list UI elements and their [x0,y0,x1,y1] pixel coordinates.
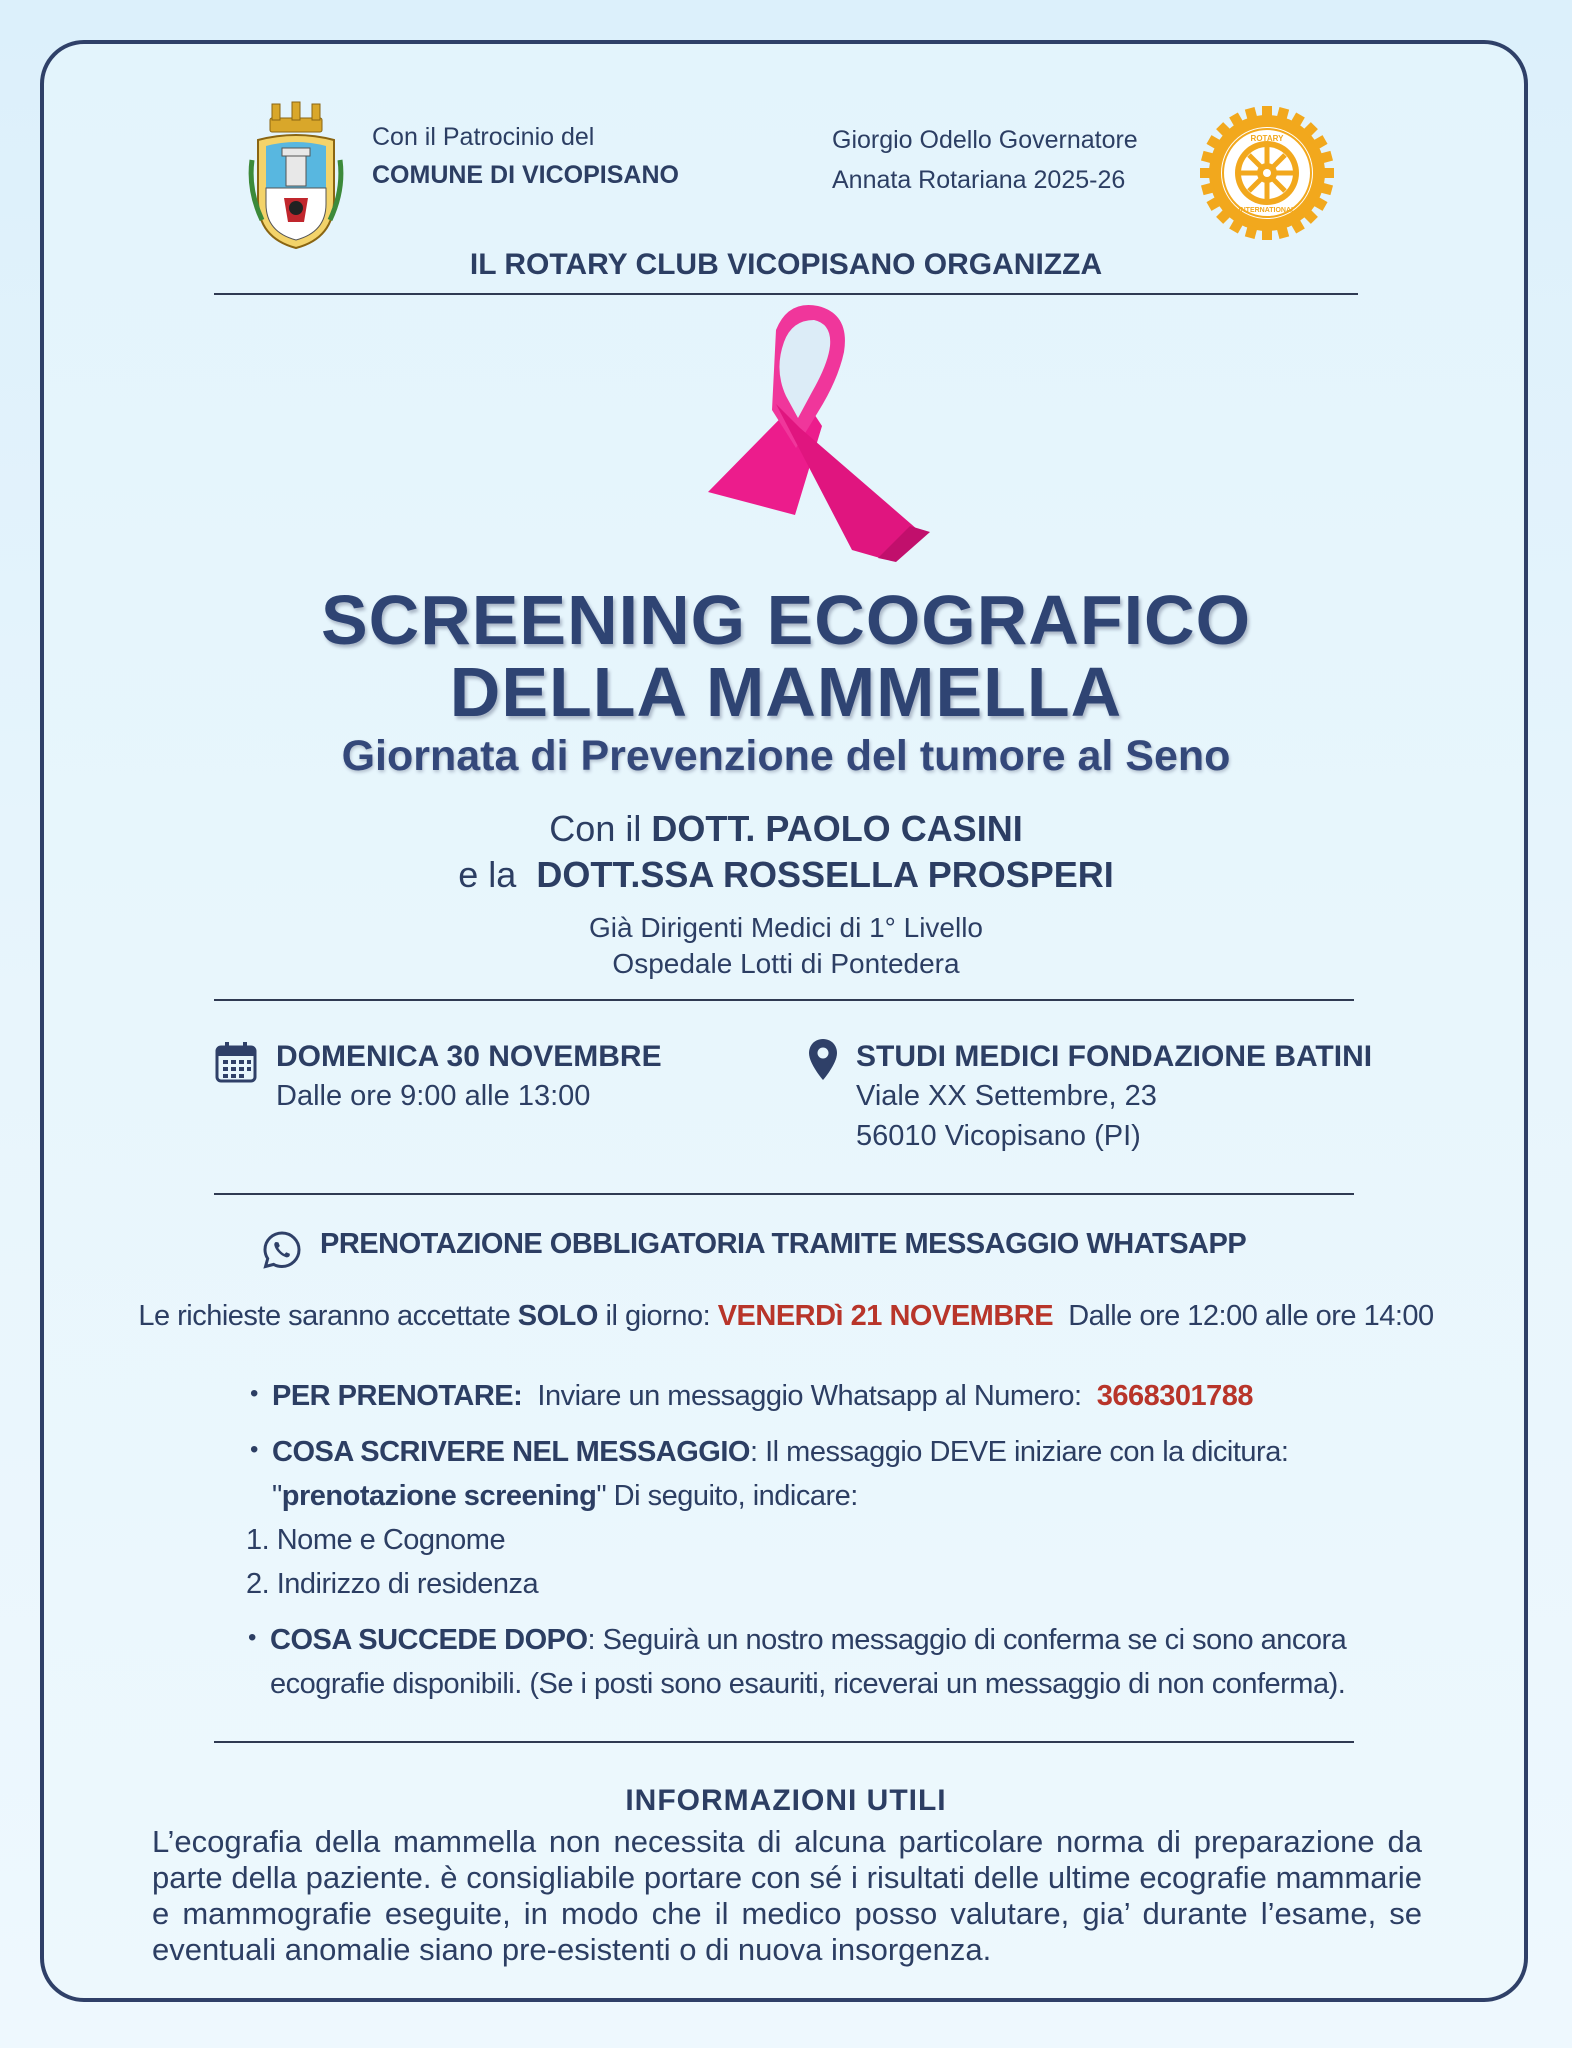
accept-date: VENERDì 21 NOVEMBRE [717,1300,1054,1332]
role-line1: Già Dirigenti Medici di 1° Livello [588,912,984,943]
whatsapp-icon [262,1230,302,1270]
location-pin-icon [808,1038,838,1082]
item1-text: Inviare un messaggio Whatsapp al Numero: [537,1380,1082,1412]
governor-block [832,120,1138,200]
item3-text1: : Seguirà un nostro messaggio di conferma se ci sono ancora [587,1624,1347,1656]
event-address-1: Viale XX Settembre, 23 [856,1080,1157,1112]
whatsapp-number[interactable]: 3668301788 [1096,1380,1253,1412]
item2-quote: prenotazione screening [281,1480,597,1512]
list-item-prenotare: • PER PRENOTARE: Inviare un messaggio Whatsapp al Numero: 3668301788 [250,1380,1253,1412]
title-line1: SCREENING ECOGRAFICO [320,581,1252,659]
coat-of-arms-icon [248,100,344,254]
list-item-cosa-scrivere-cont [272,1480,858,1513]
event-date: DOMENICA 30 NOVEMBRE [276,1040,662,1073]
subtitle: Giornata di Prevenzione del tumore al Seno [341,732,1231,780]
date-block [276,1040,662,1116]
rotary-logo-icon [1198,104,1336,242]
divider-2 [214,999,1354,1001]
rotary-gear-tooth [1262,106,1272,118]
doctor-1-line [0,808,1572,850]
patrocinio-block [372,118,679,194]
accept-line [0,1300,1572,1333]
doctors-role [0,910,1572,982]
rotary-text-top: ROTARY [1250,134,1284,143]
rotary-text-bottom: INTERNATIONAL [1238,207,1296,214]
accept-pre: Le richieste saranno accettate [138,1300,511,1332]
list-item-cosa-succede: • COSA SUCCEDE DOPO: Seguirà un nostro messaggio di conferma se ci sono ancora [248,1624,1347,1656]
rotary-gear-tooth [1262,228,1272,240]
event-time: Dalle ore 9:00 alle 13:00 [276,1080,591,1112]
item3-label: COSA SUCCEDE DOPO [270,1624,588,1656]
title-line2: DELLA MAMMELLA [449,653,1123,731]
rotary-gear-tooth [1322,168,1334,178]
accept-solo: SOLO [517,1300,598,1332]
doctor-2-prefix: e la [458,854,517,895]
item2-quote-open: " [272,1480,282,1512]
doctor-1-prefix: Con il [549,808,642,849]
accept-mid: il giorno: [605,1300,711,1332]
event-address-2: 56010 Vicopisano (PI) [856,1120,1141,1152]
sub-item-1: 1. Nome e Cognome [246,1524,506,1556]
pink-ribbon-icon [700,300,930,570]
doctor-1-name: DOTT. PAOLO CASINI [651,808,1023,849]
doctor-2-line [0,854,1572,896]
role-line2: Ospedale Lotti di Pontedera [612,948,960,979]
divider-4 [214,1741,1354,1743]
doctor-2-name: DOTT.SSA ROSSELLA PROSPERI [536,854,1114,895]
calendar-icon [214,1040,258,1084]
item2-label: COSA SCRIVERE NEL MESSAGGIO [272,1436,750,1468]
list-item-cosa-scrivere: • COSA SCRIVERE NEL MESSAGGIO: Il messaggio DEVE iniziare con la dicitura: [250,1436,1289,1468]
list-item-cosa-succede-cont: ecografie disponibili. (Se i posti sono esauriti, riceverai un messaggio di non conferma). [270,1668,1346,1700]
accept-time: Dalle ore 12:00 alle ore 14:00 [1068,1300,1434,1332]
organizer-line: IL ROTARY CLUB VICOPISANO ORGANIZZA [469,248,1103,281]
event-place: STUDI MEDICI FONDAZIONE BATINI [856,1040,1373,1073]
divider-3 [214,1193,1354,1195]
item2-text: : Il messaggio DEVE iniziare con la dicitura: [749,1436,1289,1468]
patrocinio-line1: Con il Patrocinio del [372,123,595,151]
governor-line1: Giorgio Odello Governatore [832,126,1138,154]
governor-line2: Annata Rotariana 2025-26 [832,166,1126,194]
booking-heading: PRENOTAZIONE OBBLIGATORIA TRAMITE MESSAGGIO WHATSAPP [320,1228,1247,1260]
item2-quote-close: " Di seguito, indicare: [596,1480,858,1512]
item1-label: PER PRENOTARE: [272,1380,523,1412]
info-heading: INFORMAZIONI UTILI [625,1784,947,1817]
info-text: L’ecografia della mammella non necessita di alcuna particolare norma di preparazione da parte della paziente. è consigliabile portare con sé i risultati delle ultime ecografie mammarie e mammografie eseguite, in modo che il medico posso valutare, gia’ durante l’esame, se eventuali anomalie siano pre-esistenti o di nuova insorgenza. [152,1824,1422,1967]
patrocinio-line2: COMUNE DI VICOPISANO [372,161,679,189]
location-block [856,1040,1372,1156]
main-title [0,581,1572,731]
sub-item-2: 2. Indirizzo di residenza [246,1568,539,1600]
divider-top [214,293,1358,295]
rotary-gear-tooth [1200,168,1212,178]
